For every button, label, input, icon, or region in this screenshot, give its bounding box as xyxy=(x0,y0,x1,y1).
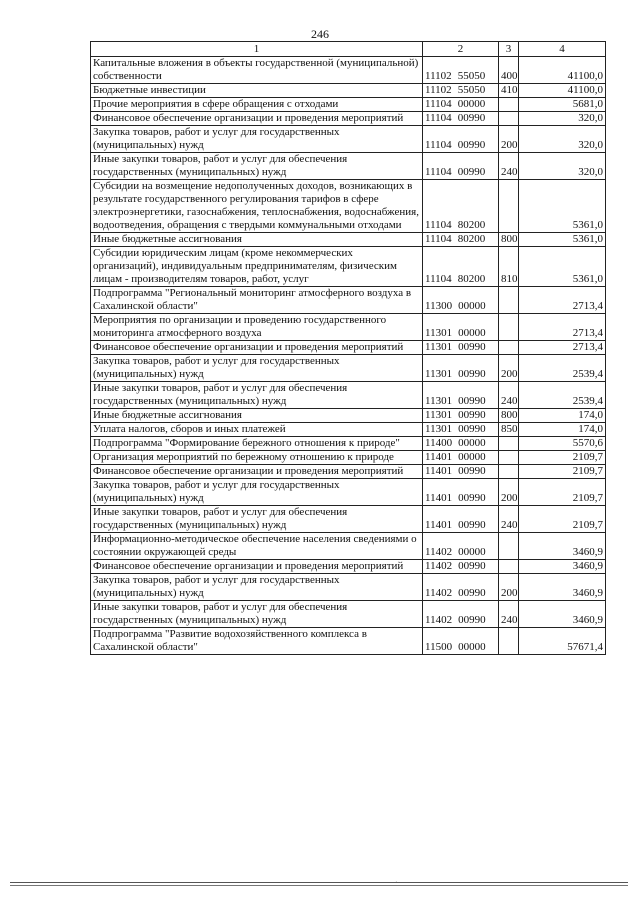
row-expense-type xyxy=(499,112,519,126)
row-amount: 2539,4 xyxy=(519,382,606,409)
row-program-code: 11401 xyxy=(425,451,453,463)
row-code xyxy=(423,314,499,341)
table-row xyxy=(91,506,606,533)
table-header-row xyxy=(91,42,606,57)
row-name: Финансовое обеспечение организации и проведения мероприятий xyxy=(91,560,423,574)
row-code xyxy=(423,506,499,533)
row-program-code: 11402 xyxy=(425,546,453,558)
row-amount: 2109,7 xyxy=(519,479,606,506)
row-direction-code: 00990 xyxy=(458,492,486,504)
table-row xyxy=(91,84,606,98)
row-name: Закупка товаров, работ и услуг для государственных (муниципальных) нужд xyxy=(91,479,423,506)
row-program-code: 11104 xyxy=(425,139,452,151)
row-direction-code: 55050 xyxy=(457,84,486,96)
row-direction-code: 80200 xyxy=(457,219,486,231)
row-direction-code: 00000 xyxy=(458,451,486,463)
row-amount: 3460,9 xyxy=(519,601,606,628)
table-row xyxy=(91,479,606,506)
row-program-code: 11401 xyxy=(425,465,453,477)
row-expense-type: 410 xyxy=(499,84,519,98)
row-amount: 5361,0 xyxy=(519,247,606,287)
table-row xyxy=(91,533,606,560)
table-row xyxy=(91,314,606,341)
row-expense-type: 200 xyxy=(499,479,519,506)
row-name: Подпрограмма "Региональный мониторинг атмосферного воздуха в Сахалинской области" xyxy=(91,287,423,314)
table-row xyxy=(91,423,606,437)
row-program-code: 11301 xyxy=(425,368,453,380)
row-expense-type: 240 xyxy=(499,506,519,533)
column-header-amount: 4 xyxy=(519,42,606,57)
row-amount: 57671,4 xyxy=(519,628,606,655)
row-name: Иные закупки товаров, работ и услуг для обеспечения государственных (муниципальных) нужд xyxy=(91,153,423,180)
row-direction-code: 00000 xyxy=(458,437,486,449)
row-amount: 5570,6 xyxy=(519,437,606,451)
row-expense-type: 200 xyxy=(499,355,519,382)
row-expense-type: 800 xyxy=(499,233,519,247)
table-row xyxy=(91,126,606,153)
row-program-code: 11104 xyxy=(425,273,452,285)
row-name: Подпрограмма "Развитие водохозяйственного комплекса в Сахалинской области" xyxy=(91,628,423,655)
row-direction-code: 00000 xyxy=(458,546,486,558)
row-code xyxy=(423,423,499,437)
row-amount: 2109,7 xyxy=(519,506,606,533)
row-direction-code: 00990 xyxy=(458,423,486,435)
footer-rule-secondary xyxy=(10,885,628,886)
row-program-code: 11401 xyxy=(425,519,453,531)
row-name: Закупка товаров, работ и услуг для государственных (муниципальных) нужд xyxy=(91,126,423,153)
row-program-code: 11301 xyxy=(425,395,453,407)
row-amount: 3460,9 xyxy=(519,574,606,601)
row-program-code: 11401 xyxy=(425,492,453,504)
row-direction-code: 00990 xyxy=(458,368,486,380)
table-row xyxy=(91,247,606,287)
row-amount: 2109,7 xyxy=(519,465,606,479)
row-direction-code: 00990 xyxy=(457,139,486,151)
table-row xyxy=(91,437,606,451)
column-header-name: 1 xyxy=(91,42,423,57)
row-name: Субсидии на возмещение недополученных доходов, возникающих в результате государственного регулирования тарифов в сфере электроэнергетики, газоснабжения, теплоснабжения, водоснабжения, водоотведения, обращения с твердыми коммунальными отходами xyxy=(91,180,423,233)
table-row xyxy=(91,574,606,601)
table-row xyxy=(91,560,606,574)
table-body xyxy=(91,57,606,655)
row-code xyxy=(423,57,499,84)
row-amount: 174,0 xyxy=(519,409,606,423)
row-code xyxy=(423,437,499,451)
row-amount: 320,0 xyxy=(519,153,606,180)
row-expense-type xyxy=(499,314,519,341)
row-expense-type xyxy=(499,465,519,479)
row-code xyxy=(423,287,499,314)
row-code xyxy=(423,409,499,423)
table-row xyxy=(91,355,606,382)
row-code xyxy=(423,601,499,628)
row-name: Иные бюджетные ассигнования xyxy=(91,233,423,247)
row-name: Субсидии юридическим лицам (кроме некоммерческих организаций), индивидуальным предпринимателям, физическим лицам - производителям товаров, работ, услуг xyxy=(91,247,423,287)
row-direction-code: 55050 xyxy=(457,70,486,82)
table-row xyxy=(91,341,606,355)
table-row xyxy=(91,153,606,180)
row-expense-type: 810 xyxy=(499,247,519,287)
row-amount: 5361,0 xyxy=(519,233,606,247)
row-expense-type xyxy=(499,341,519,355)
row-expense-type: 400 xyxy=(499,57,519,84)
row-amount: 174,0 xyxy=(519,423,606,437)
table-row xyxy=(91,601,606,628)
row-program-code: 11104 xyxy=(425,233,452,245)
row-expense-type xyxy=(499,451,519,465)
row-name: Уплата налогов, сборов и иных платежей xyxy=(91,423,423,437)
budget-table xyxy=(90,41,606,655)
row-expense-type xyxy=(499,437,519,451)
row-amount: 2713,4 xyxy=(519,287,606,314)
table-row xyxy=(91,409,606,423)
row-expense-type xyxy=(499,180,519,233)
row-direction-code: 00990 xyxy=(458,341,486,353)
row-amount: 2713,4 xyxy=(519,341,606,355)
table-row xyxy=(91,233,606,247)
row-name: Прочие мероприятия в сфере обращения с отходами xyxy=(91,98,423,112)
row-code xyxy=(423,126,499,153)
row-amount: 320,0 xyxy=(519,112,606,126)
row-name: Информационно-методическое обеспечение населения сведениями о состоянии окружающей среды xyxy=(91,533,423,560)
row-code xyxy=(423,84,499,98)
row-expense-type xyxy=(499,560,519,574)
row-direction-code: 00000 xyxy=(458,327,486,339)
table-row xyxy=(91,382,606,409)
row-program-code: 11104 xyxy=(425,219,452,231)
row-code xyxy=(423,180,499,233)
row-direction-code: 00000 xyxy=(458,641,486,653)
row-code xyxy=(423,341,499,355)
row-direction-code: 00990 xyxy=(458,614,486,626)
row-code xyxy=(423,112,499,126)
row-program-code: 11402 xyxy=(425,560,453,572)
row-program-code: 11301 xyxy=(425,409,453,421)
footer-rule xyxy=(10,882,628,883)
page-number: 246 xyxy=(311,27,329,41)
row-amount: 2109,7 xyxy=(519,451,606,465)
row-direction-code: 00000 xyxy=(458,300,486,312)
row-program-code: 11301 xyxy=(425,341,453,353)
row-program-code: 11301 xyxy=(425,423,453,435)
row-expense-type: 200 xyxy=(499,574,519,601)
column-header-code: 2 xyxy=(423,42,499,57)
row-direction-code: 00990 xyxy=(458,395,486,407)
row-program-code: 11102 xyxy=(425,70,452,82)
row-expense-type xyxy=(499,628,519,655)
row-direction-code: 00990 xyxy=(458,409,486,421)
row-program-code: 11300 xyxy=(425,300,453,312)
row-program-code: 11402 xyxy=(425,614,453,626)
row-code xyxy=(423,98,499,112)
row-name: Финансовое обеспечение организации и проведения мероприятий xyxy=(91,112,423,126)
row-direction-code: 80200 xyxy=(457,233,486,245)
row-name: Финансовое обеспечение организации и проведения мероприятий xyxy=(91,465,423,479)
table-row xyxy=(91,451,606,465)
scan-mark: · xyxy=(395,878,398,887)
row-name: Закупка товаров, работ и услуг для государственных (муниципальных) нужд xyxy=(91,574,423,601)
row-program-code: 11400 xyxy=(425,437,453,449)
row-code xyxy=(423,628,499,655)
row-name: Подпрограмма "Формирование бережного отношения к природе" xyxy=(91,437,423,451)
row-code xyxy=(423,479,499,506)
row-code xyxy=(423,153,499,180)
row-amount: 2713,4 xyxy=(519,314,606,341)
row-amount: 41100,0 xyxy=(519,84,606,98)
row-name: Финансовое обеспечение организации и проведения мероприятий xyxy=(91,341,423,355)
row-expense-type: 240 xyxy=(499,153,519,180)
row-name: Организация мероприятий по бережному отношению к природе xyxy=(91,451,423,465)
row-expense-type: 850 xyxy=(499,423,519,437)
row-expense-type: 200 xyxy=(499,126,519,153)
table-row xyxy=(91,287,606,314)
row-expense-type: 240 xyxy=(499,382,519,409)
row-expense-type xyxy=(499,98,519,112)
table-row xyxy=(91,180,606,233)
row-name: Иные закупки товаров, работ и услуг для обеспечения государственных (муниципальных) нужд xyxy=(91,506,423,533)
row-name: Мероприятия по организации и проведению государственного мониторинга атмосферного воздуха xyxy=(91,314,423,341)
row-program-code: 11102 xyxy=(425,84,452,96)
row-program-code: 11402 xyxy=(425,587,453,599)
row-name: Иные закупки товаров, работ и услуг для обеспечения государственных (муниципальных) нужд xyxy=(91,601,423,628)
row-amount: 41100,0 xyxy=(519,57,606,84)
row-direction-code: 80200 xyxy=(457,273,486,285)
row-code xyxy=(423,465,499,479)
row-name: Закупка товаров, работ и услуг для государственных (муниципальных) нужд xyxy=(91,355,423,382)
row-program-code: 11104 xyxy=(425,112,452,124)
table-row xyxy=(91,465,606,479)
column-header-expense-type: 3 xyxy=(499,42,519,57)
row-program-code: 11104 xyxy=(425,166,452,178)
table-row xyxy=(91,57,606,84)
row-expense-type: 240 xyxy=(499,601,519,628)
row-code xyxy=(423,233,499,247)
row-expense-type xyxy=(499,533,519,560)
row-program-code: 11500 xyxy=(425,641,453,653)
row-name: Бюджетные инвестиции xyxy=(91,84,423,98)
row-program-code: 11104 xyxy=(425,98,452,110)
row-direction-code: 00990 xyxy=(458,519,486,531)
row-code xyxy=(423,382,499,409)
row-program-code: 11301 xyxy=(425,327,453,339)
row-direction-code: 00990 xyxy=(457,112,486,124)
table-row xyxy=(91,112,606,126)
row-direction-code: 00000 xyxy=(457,98,486,110)
row-expense-type xyxy=(499,287,519,314)
row-code xyxy=(423,574,499,601)
row-direction-code: 00990 xyxy=(457,166,486,178)
row-direction-code: 00990 xyxy=(458,587,486,599)
row-amount: 5681,0 xyxy=(519,98,606,112)
row-name: Иные закупки товаров, работ и услуг для обеспечения государственных (муниципальных) нужд xyxy=(91,382,423,409)
row-code xyxy=(423,560,499,574)
row-amount: 3460,9 xyxy=(519,533,606,560)
table-row xyxy=(91,98,606,112)
row-amount: 2539,4 xyxy=(519,355,606,382)
row-name: Капитальные вложения в объекты государственной (муниципальной) собственности xyxy=(91,57,423,84)
row-amount: 320,0 xyxy=(519,126,606,153)
row-direction-code: 00990 xyxy=(458,560,486,572)
row-amount: 3460,9 xyxy=(519,560,606,574)
row-amount: 5361,0 xyxy=(519,180,606,233)
row-name: Иные бюджетные ассигнования xyxy=(91,409,423,423)
row-code xyxy=(423,533,499,560)
row-code xyxy=(423,451,499,465)
row-direction-code: 00990 xyxy=(458,465,486,477)
row-code xyxy=(423,355,499,382)
row-code xyxy=(423,247,499,287)
row-expense-type: 800 xyxy=(499,409,519,423)
table-row xyxy=(91,628,606,655)
